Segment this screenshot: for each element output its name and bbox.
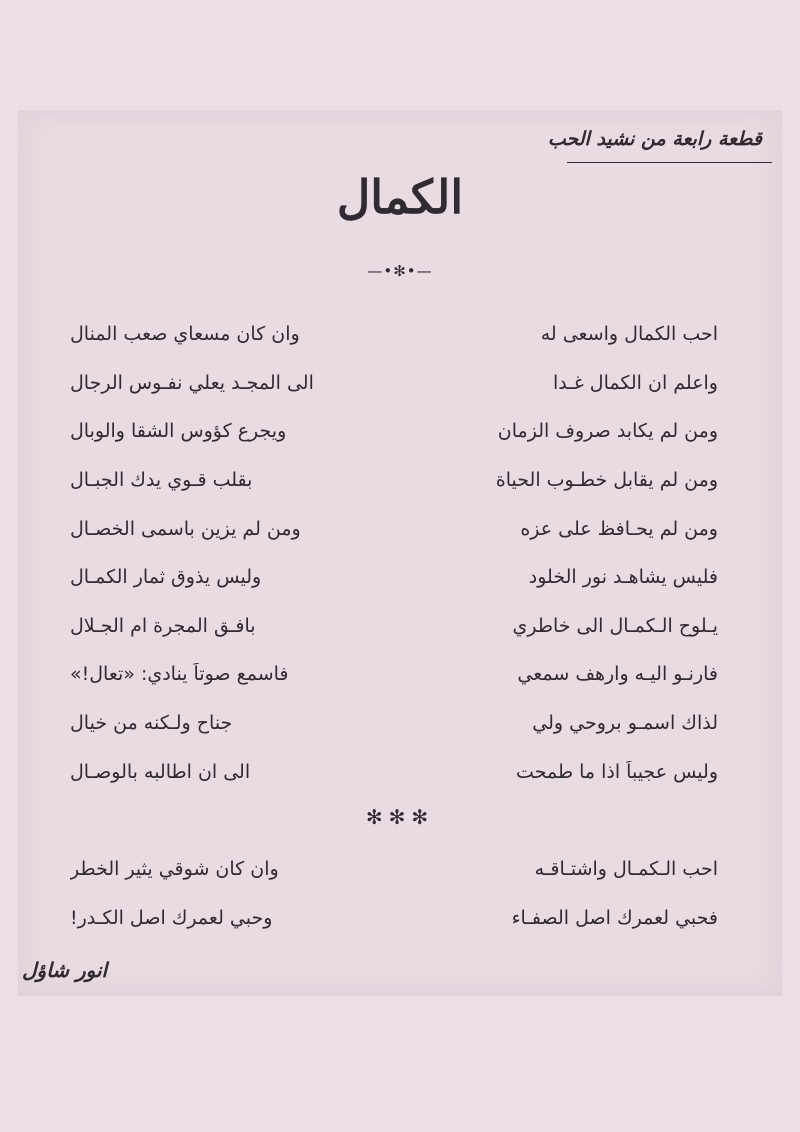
verse-line <box>70 553 718 602</box>
second-hemistich: وحبي لعمرك اصل الكـدر! <box>70 906 273 929</box>
first-hemistich: وليس عجيباً اذا ما طمحت <box>516 760 718 783</box>
first-hemistich: فحبي لعمرك اصل الصفـاء <box>511 906 718 929</box>
poem-title: الكمال <box>336 170 464 224</box>
verse-line <box>70 359 718 408</box>
second-hemistich: الى ان اطالبه بالوصـال <box>70 760 251 783</box>
verse-line <box>70 407 718 456</box>
verse-line <box>70 504 718 553</box>
verse-line <box>70 747 718 796</box>
author-signature: انور شاؤل <box>22 958 108 982</box>
stanza-one <box>70 310 718 796</box>
second-hemistich: وليس يذوق ثمار الكمـال <box>70 566 262 589</box>
first-hemistich: ومن لم يحـافظ على عزه <box>520 517 718 540</box>
first-hemistich: ومن لم يقابل خطـوب الحياة <box>495 469 718 492</box>
verse-line <box>70 894 718 943</box>
first-hemistich: احب الـكمـال واشتـاقـه <box>534 858 718 881</box>
first-hemistich: فارنـو اليـه وارهف سمعي <box>517 663 718 686</box>
second-hemistich: وان كان مسعاي صعب المنال <box>70 323 300 346</box>
second-hemistich: بقلب قـوي يدك الجبـال <box>70 469 253 492</box>
verse-line <box>70 650 718 699</box>
document-page <box>18 110 782 996</box>
second-hemistich: جناح ولـكنه من خيال <box>70 712 233 735</box>
verse-line <box>70 602 718 651</box>
verse-line <box>70 456 718 505</box>
verse-line <box>70 845 718 894</box>
second-hemistich: ومن لم يزين باسمى الخصـال <box>70 517 301 540</box>
stanza-separator: ✻✻✻ <box>365 805 435 829</box>
verse-line <box>70 699 718 748</box>
title-ornament: —•✻•— <box>367 262 433 280</box>
poem-series-heading: قطعة رابعة من نشيد الحب <box>547 128 762 150</box>
heading-underline <box>567 162 772 163</box>
second-hemistich: وان كان شوقي يثير الخطر <box>70 858 279 881</box>
first-hemistich: يـلوح الـكمـال الى خاطري <box>512 614 718 637</box>
verse-line <box>70 310 718 359</box>
second-hemistich: ويجرع كؤوس الشقا والوبال <box>70 420 287 443</box>
second-hemistich: بافـق المجرة ام الجـلال <box>70 614 256 637</box>
first-hemistich: ومن لم يكابد صروف الزمان <box>497 420 718 443</box>
first-hemistich: لذاك اسمـو بروحي ولي <box>532 712 718 735</box>
second-hemistich: فاسمع صوتاً ينادي: «تعال!» <box>70 663 289 686</box>
first-hemistich: فليس يشاهـد نور الخلود <box>528 566 718 589</box>
first-hemistich: احب الكمال واسعى له <box>540 323 718 346</box>
second-hemistich: الى المجـد يعلي نفـوس الرجال <box>70 371 314 394</box>
first-hemistich: واعلم ان الكمال غـدا <box>553 371 718 394</box>
stanza-two <box>70 845 718 942</box>
